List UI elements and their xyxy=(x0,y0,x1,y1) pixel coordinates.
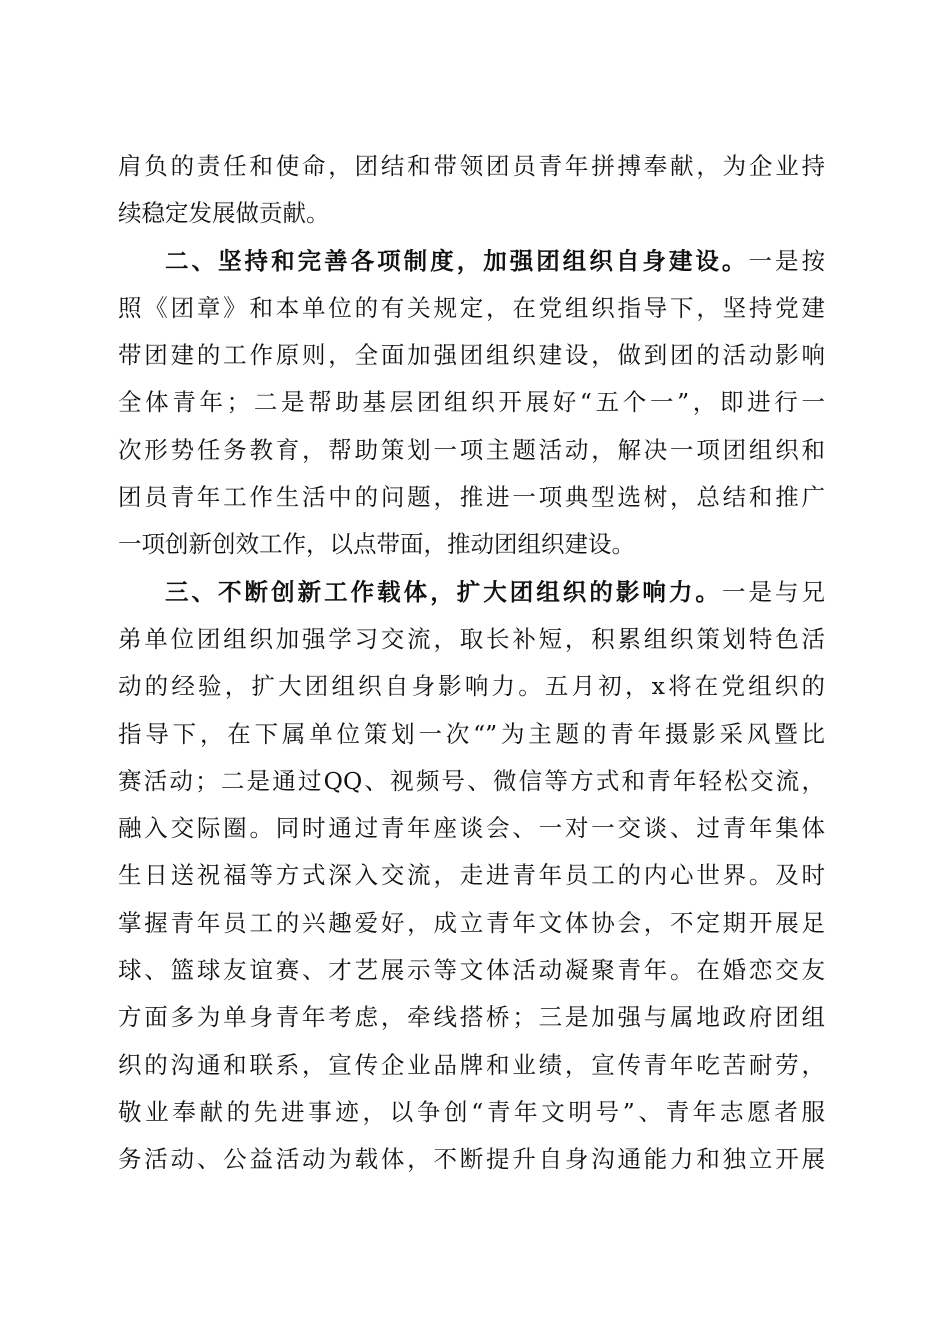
text-line: 全体青年；二是帮助基层团组织开展好“五个一”，即进行一 xyxy=(118,388,825,417)
text-line: 一项创新创效工作，以点带面，推动团组织建设。 xyxy=(118,530,635,559)
text-line: 融入交际圈。同时通过青年座谈会、一对一交谈、过青年集体 xyxy=(118,814,825,843)
text-line: 照《团章》和本单位的有关规定，在党组织指导下，坚持党建 xyxy=(118,293,825,322)
text-line: 织的沟通和联系，宣传企业品牌和业绩，宣传青年吃苦耐劳， xyxy=(118,1050,825,1079)
text-line: 生日送祝福等方式深入交流，走进青年员工的内心世界。及时 xyxy=(118,861,825,890)
text-line: 次形势任务教育，帮助策划一项主题活动，解决一项团组织和 xyxy=(118,435,825,464)
text-line: 肩负的责任和使命，团结和带领团员青年拼搏奉献，为企业持 xyxy=(118,152,825,180)
text-line: 务活动、公益活动为载体，不断提升自身沟通能力和独立开展 xyxy=(118,1145,825,1174)
text-span: 一是与兄 xyxy=(721,577,825,606)
text-line: 续稳定发展做贡献。 xyxy=(118,199,330,228)
section-2-first-line xyxy=(118,238,825,285)
text-line: 掌握青年员工的兴趣爱好，成立青年文体协会，不定期开展足 xyxy=(118,908,825,937)
text-line: 动的经验，扩大团组织自身影响力。五月初，x将在党组织的 xyxy=(118,672,825,701)
text-line: 赛活动；二是通过QQ、视频号、微信等方式和青年轻松交流， xyxy=(118,766,825,795)
text-line: 带团建的工作原则，全面加强团组织建设，做到团的活动影响 xyxy=(118,341,825,370)
text-line: 弟单位团组织加强学习交流，取长补短，积累组织策划特色活 xyxy=(118,624,825,653)
section-3-first-line xyxy=(118,569,825,616)
text-line: 方面多为单身青年考虑，牵线搭桥；三是加强与属地政府团组 xyxy=(118,1003,825,1032)
text-line: 敬业奉献的先进事迹，以争创“青年文明号”、青年志愿者服 xyxy=(118,1097,825,1126)
section-heading: 二、坚持和完善各项制度，加强团组织自身建设。 xyxy=(165,246,749,275)
text-line: 球、篮球友谊赛、才艺展示等文体活动凝聚青年。在婚恋交友 xyxy=(118,956,825,985)
document-body xyxy=(118,143,825,1184)
section-heading: 三、不断创新工作载体，扩大团组织的影响力。 xyxy=(165,577,722,606)
text-line: 团员青年工作生活中的问题，推进一项典型选树，总结和推广 xyxy=(118,483,825,512)
text-line: 指导下，在下属单位策划一次“”为主题的青年摄影采风暨比 xyxy=(118,719,825,748)
text-span: 一是按 xyxy=(748,246,826,275)
